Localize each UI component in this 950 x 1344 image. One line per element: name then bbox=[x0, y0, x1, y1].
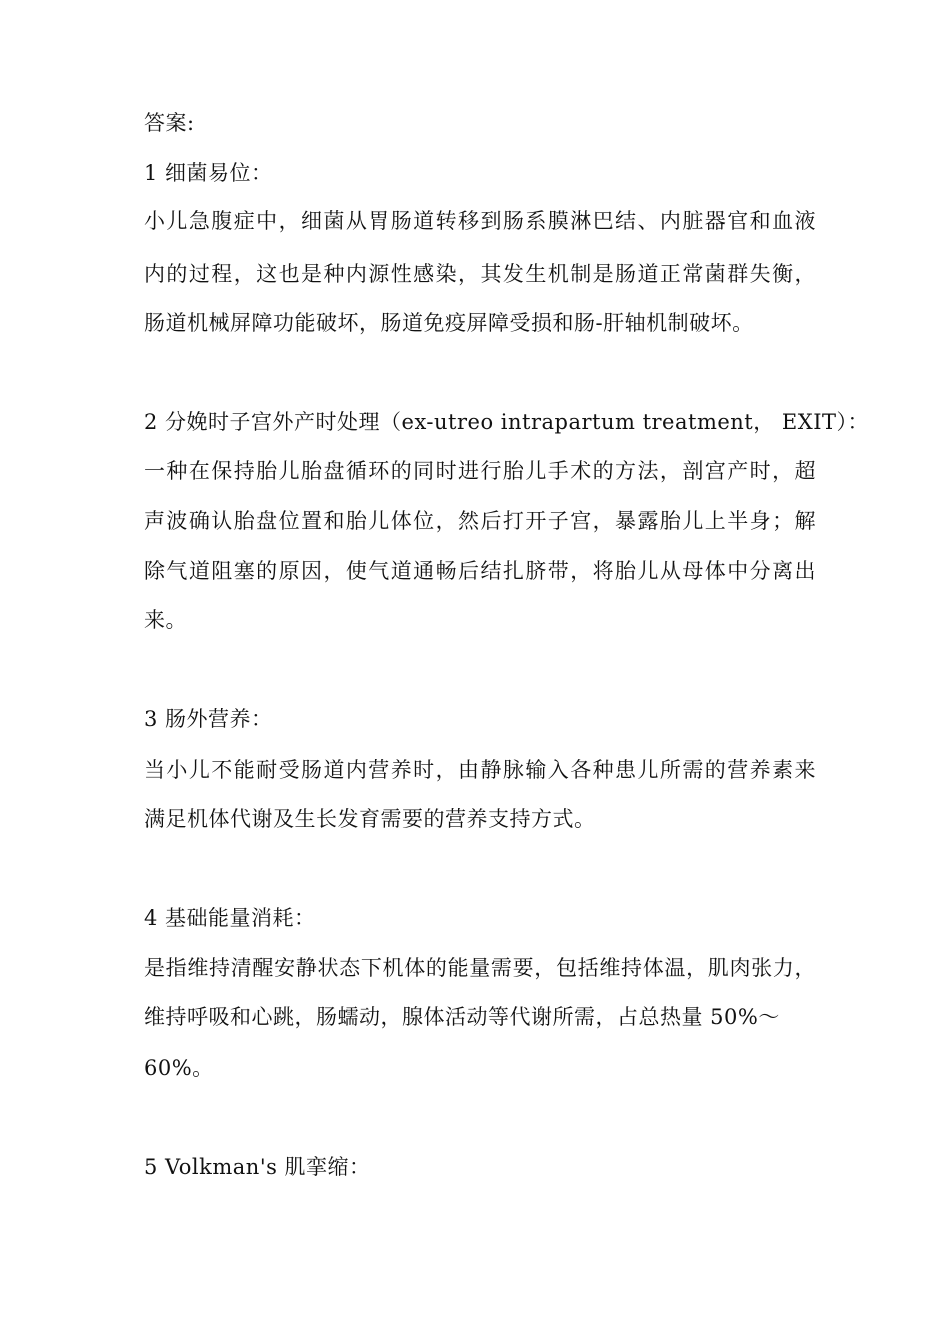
section-4-line-3: 60%。 bbox=[144, 1056, 214, 1080]
section-1-title: 1 细菌易位： bbox=[144, 161, 273, 185]
section-4-title: 4 基础能量消耗： bbox=[144, 906, 316, 930]
section-4-line-2: 维持呼吸和心跳，肠蠕动，腺体活动等代谢所需，占总热量 50%～ bbox=[144, 1005, 780, 1029]
section-2-line-4: 来。 bbox=[144, 608, 187, 632]
section-1-line-2: 内的过程，这也是种内源性感染，其发生机制是肠道正常菌群失衡， bbox=[144, 262, 816, 286]
section-2-line-3: 除气道阻塞的原因，使气道通畅后结扎脐带，将胎儿从母体中分离出 bbox=[144, 559, 816, 583]
section-2-line-1: 一种在保持胎儿胎盘循环的同时进行胎儿手术的方法，剖宫产时，超 bbox=[144, 459, 816, 483]
section-2-line-2: 声波确认胎盘位置和胎儿体位，然后打开子宫，暴露胎儿上半身；解 bbox=[144, 509, 816, 533]
section-1-line-3: 肠道机械屏障功能破坏，肠道免疫屏障受损和肠-肝轴机制破坏。 bbox=[144, 311, 754, 335]
section-4-line-1: 是指维持清醒安静状态下机体的能量需要，包括维持体温，肌肉张力， bbox=[144, 956, 816, 980]
section-3-title: 3 肠外营养： bbox=[144, 707, 273, 731]
section-1-line-1: 小儿急腹症中，细菌从胃肠道转移到肠系膜淋巴结、内脏器官和血液 bbox=[144, 209, 816, 233]
section-2-title: 2 分娩时子宫外产时处理（ex-utreo intrapartum treatment， EXIT）： bbox=[144, 410, 869, 434]
section-3-line-2: 满足机体代谢及生长发育需要的营养支持方式。 bbox=[144, 807, 596, 831]
section-5-title: 5 Volkman's 肌挛缩： bbox=[144, 1155, 371, 1179]
answer-heading: 答案: bbox=[144, 111, 195, 135]
section-3-line-1: 当小儿不能耐受肠道内营养时，由静脉输入各种患儿所需的营养素来 bbox=[144, 758, 816, 782]
